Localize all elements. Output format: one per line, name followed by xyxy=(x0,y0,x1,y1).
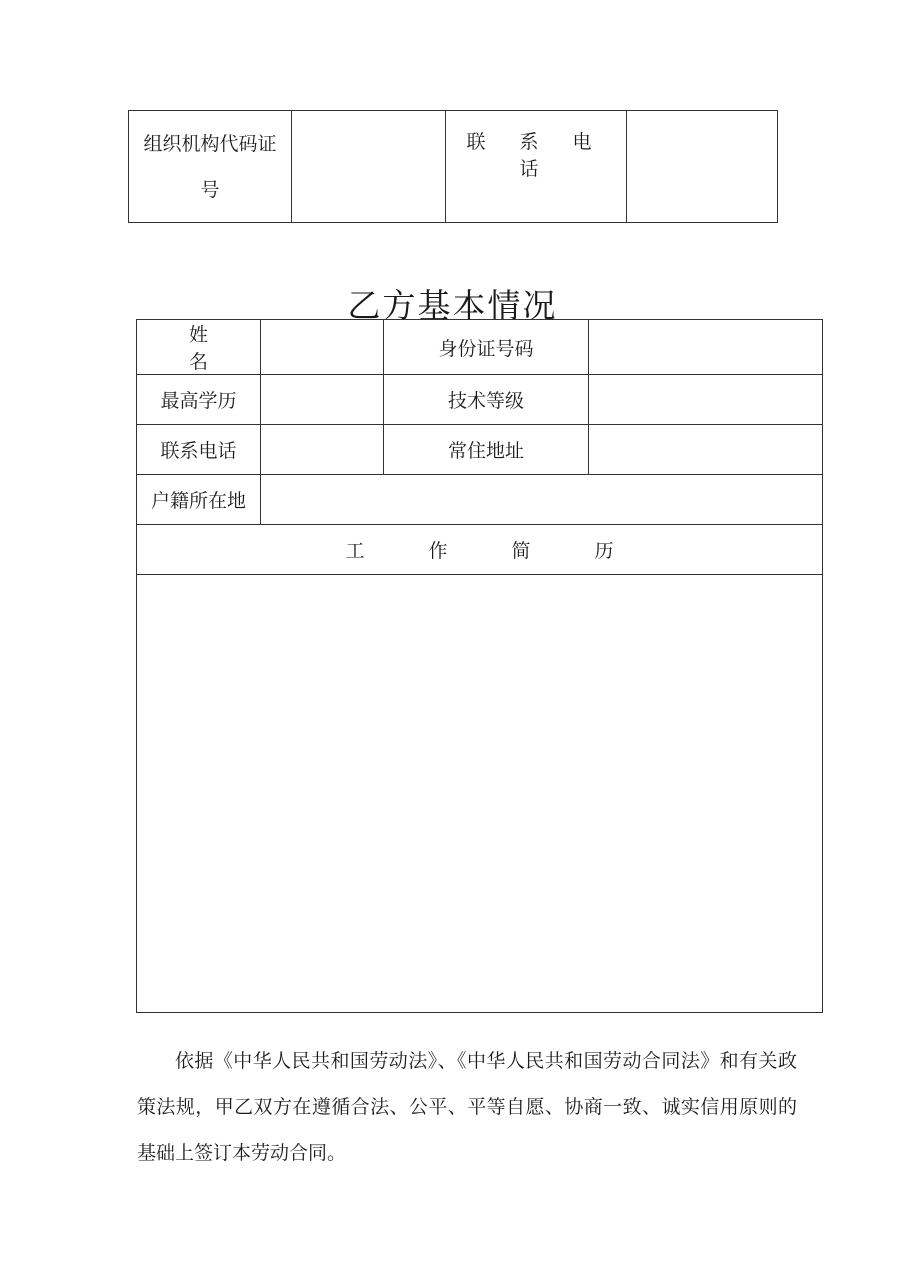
section-title: 乙方基本情况 xyxy=(347,286,558,326)
education-field[interactable] xyxy=(261,375,384,425)
phone-label: 联系电话 xyxy=(137,425,261,475)
table-row xyxy=(137,320,823,375)
intro-paragraph: 依据《中华人民共和国劳动法》、《中华人民共和国劳动合同法》和有关政策法规，甲乙双方在遵循合法、公平、平等自愿、协商一致、诚实信用原则的基础上签订本劳动合同。 xyxy=(137,1050,797,1164)
org-code-label: 组织机构代码证号 xyxy=(129,111,292,223)
table-row xyxy=(137,475,823,525)
party-b-info-table xyxy=(136,319,823,1013)
phone-field[interactable] xyxy=(261,425,384,475)
tech-level-label: 技术等级 xyxy=(384,375,589,425)
education-label: 最高学历 xyxy=(137,375,261,425)
table-row xyxy=(137,425,823,475)
party-a-phone-field[interactable] xyxy=(627,111,778,223)
id-number-label: 身份证号码 xyxy=(384,320,589,375)
party-a-contact-row xyxy=(129,111,778,223)
id-number-field[interactable] xyxy=(589,320,823,375)
resume-header: 工作简历 xyxy=(137,525,823,575)
name-field[interactable] xyxy=(261,320,384,375)
party-a-phone-label: 联 系 电 话 xyxy=(446,111,627,223)
tech-level-field[interactable] xyxy=(589,375,823,425)
address-label: 常住地址 xyxy=(384,425,589,475)
address-field[interactable] xyxy=(589,425,823,475)
hukou-label: 户籍所在地 xyxy=(137,475,261,525)
table-row xyxy=(137,575,823,1013)
party-a-contact-table xyxy=(128,110,778,223)
name-label: 姓名 xyxy=(137,320,261,375)
table-row xyxy=(137,375,823,425)
resume-field[interactable] xyxy=(137,575,823,1013)
table-row xyxy=(137,525,823,575)
hukou-field[interactable] xyxy=(261,475,823,525)
org-code-field[interactable] xyxy=(292,111,446,223)
